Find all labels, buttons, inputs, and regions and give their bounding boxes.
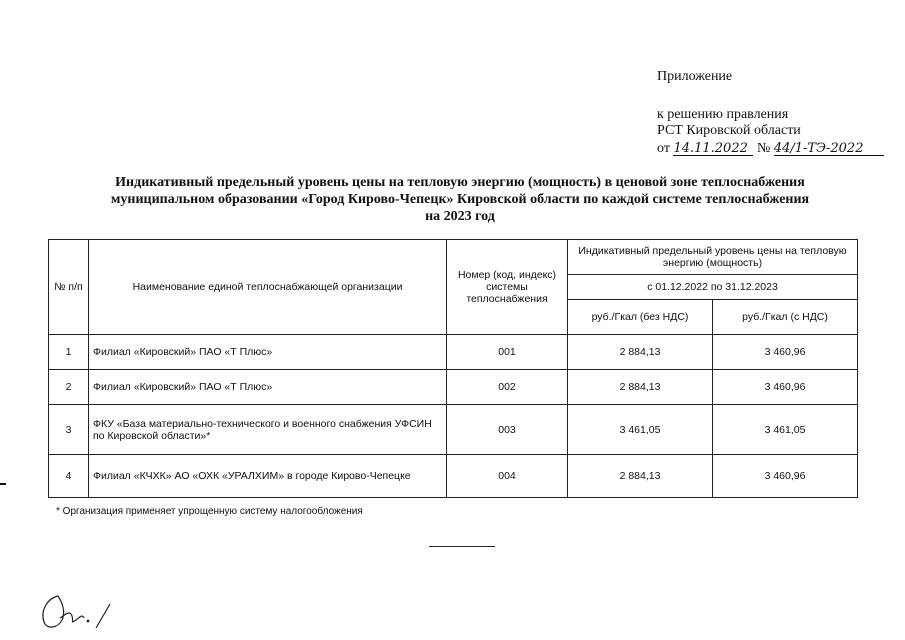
scan-edge-mark [0,483,6,485]
row-price-no-vat: 2 884,13 [568,370,713,405]
date-prefix: от [657,141,670,156]
appendix-label: Приложение [657,69,733,84]
table-row [49,370,858,405]
row-price-no-vat: 3 461,05 [568,405,713,455]
title-line-1: Индикативный предельный уровень цены на тепловую энергию (мощность) в ценовой зоне теплоснабжения [115,175,805,190]
footnote: * Организация применяет упрощенную систему налогообложения [56,506,363,517]
signature-image [36,588,126,634]
table-row [49,405,858,455]
number-prefix: № [756,141,771,156]
appendix-authority: РСТ Кировской области [657,123,801,138]
row-organization: ФКУ «База материально-технического и военного снабжения УФСИН по Кировской области»* [89,405,447,455]
table-row [49,335,858,370]
row-price-vat: 3 460,96 [713,455,858,498]
appendix-date-line [657,141,884,157]
row-number: 3 [49,405,89,455]
handwritten-number: 44/1-ТЭ-2022 [774,142,884,156]
header-system-code: Номер (код, индекс) системы теплоснабжения [447,240,568,335]
header-price-vat: руб./Гкал (с НДС) [713,300,858,335]
row-price-no-vat: 2 884,13 [568,335,713,370]
row-number: 4 [49,455,89,498]
header-number: № п/п [49,240,89,335]
title-line-3: на 2023 год [425,209,495,224]
header-price-level: Индикативный предельный уровень цены на тепловую энергию (мощность) [568,240,858,275]
row-organization: Филиал «Кировский» ПАО «Т Плюс» [89,370,447,405]
table-header-row [49,240,858,275]
row-price-vat: 3 461,05 [713,405,858,455]
document-title [40,174,880,225]
row-price-no-vat: 2 884,13 [568,455,713,498]
row-system-code: 004 [447,455,568,498]
row-price-vat: 3 460,96 [713,335,858,370]
row-organization: Филиал «КЧХК» АО «ОХК «УРАЛХИМ» в городе Кирово-Чепецке [89,455,447,498]
row-number: 1 [49,335,89,370]
row-organization: Филиал «Кировский» ПАО «Т Плюс» [89,335,447,370]
row-system-code: 003 [447,405,568,455]
header-price-no-vat: руб./Гкал (без НДС) [568,300,713,335]
row-system-code: 001 [447,335,568,370]
row-number: 2 [49,370,89,405]
row-system-code: 002 [447,370,568,405]
price-table [48,239,858,498]
row-price-vat: 3 460,96 [713,370,858,405]
header-organization: Наименование единой теплоснабжающей организации [89,240,447,335]
table-row [49,455,858,498]
appendix-decision: к решению правления [657,107,789,122]
header-period: с 01.12.2022 по 31.12.2023 [568,275,858,300]
handwritten-date: 14.11.2022 [673,142,753,156]
title-line-2: муниципальном образовании «Город Кирово-Чепецк» Кировской области по каждой системе теплоснабжения [110,192,810,207]
end-divider [429,546,495,547]
